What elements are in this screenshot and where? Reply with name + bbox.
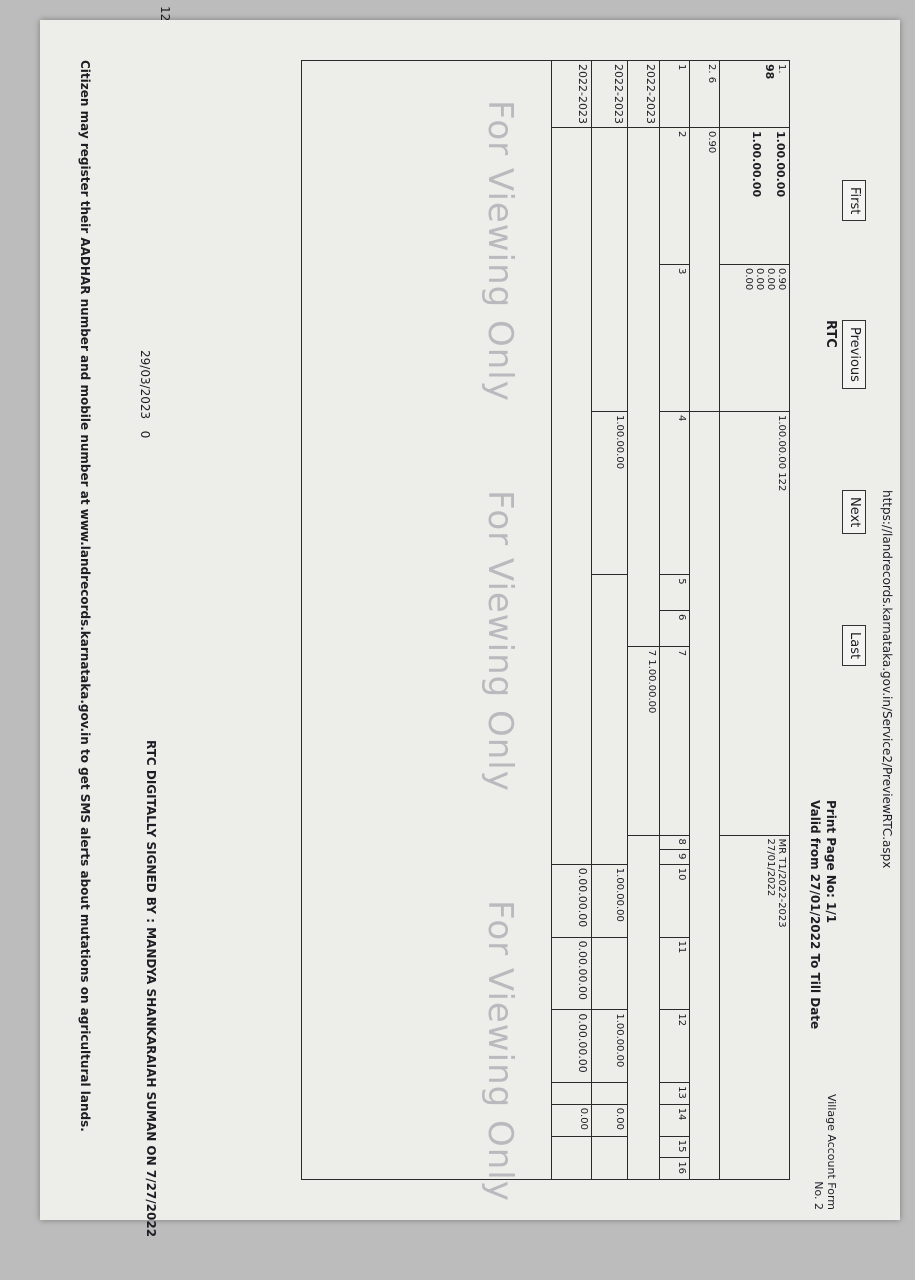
last-button[interactable]: Last: [842, 625, 866, 666]
mutation-cell: MR T1/2022-2023 27/01/2022: [720, 835, 790, 1179]
page-url[interactable]: https://landrecords.karnataka.gov.in/Service2/PreviewRTC.aspx: [880, 490, 894, 869]
print-date: 29/03/2023 0: [138, 350, 152, 439]
survey-cell: 1. 98: [720, 61, 790, 128]
watermark-1: For Viewing Only: [480, 100, 520, 402]
table-row: 2022-2023 7 1.00.00.00: [628, 61, 660, 1180]
table-row: 2022-2023 1.00.00.00 1.00.00.00 1.00.00.00 0.00: [592, 61, 628, 1180]
form-title: RTC: [823, 320, 838, 348]
digital-signature: RTC DIGITALLY SIGNED BY : MANDYA SHANKARAIAH SUMAN ON 7/27/2022: [144, 740, 158, 1238]
next-button[interactable]: Next: [842, 490, 866, 534]
watermark-2: For Viewing Only: [480, 490, 520, 792]
village-form-number: Village Account Form No. 2: [812, 1093, 838, 1210]
rtc-document: [40, 20, 900, 1238]
table-row: 2022-2023 0.00.00.00 0.00.00.00 0.00.00.00 0.00: [552, 61, 592, 1180]
kharab-cell: 0.90 0.00 0.00 0.00: [720, 265, 790, 412]
aadhaar-note: Citizen may register their AADHAR number and mobile number at www.landrecords.karnataka.gov.in to get SMS alerts about mutations on agricultural lands.: [78, 60, 92, 1132]
kharab-total-cell: 0.90: [690, 128, 720, 412]
previous-button[interactable]: Previous: [842, 320, 866, 389]
rtc-table: [301, 60, 790, 1180]
valid-dates: Valid from 27/01/2022 To Till Date: [808, 800, 822, 1030]
col2-cell: 2. 6: [690, 61, 720, 128]
watermark-3: For Viewing Only: [480, 900, 520, 1202]
extent-cell: 1.00.00.00 1.00.00.00: [720, 128, 790, 265]
print-page: Print Page No: 1/1: [824, 800, 838, 924]
column-number-row: 1 2 3 4 5 6 7 8 9 10 11 12 13 14 15 16: [660, 61, 690, 1180]
first-button[interactable]: First: [842, 180, 866, 221]
owner-cell: 1.00.00.00 122: [720, 412, 790, 836]
